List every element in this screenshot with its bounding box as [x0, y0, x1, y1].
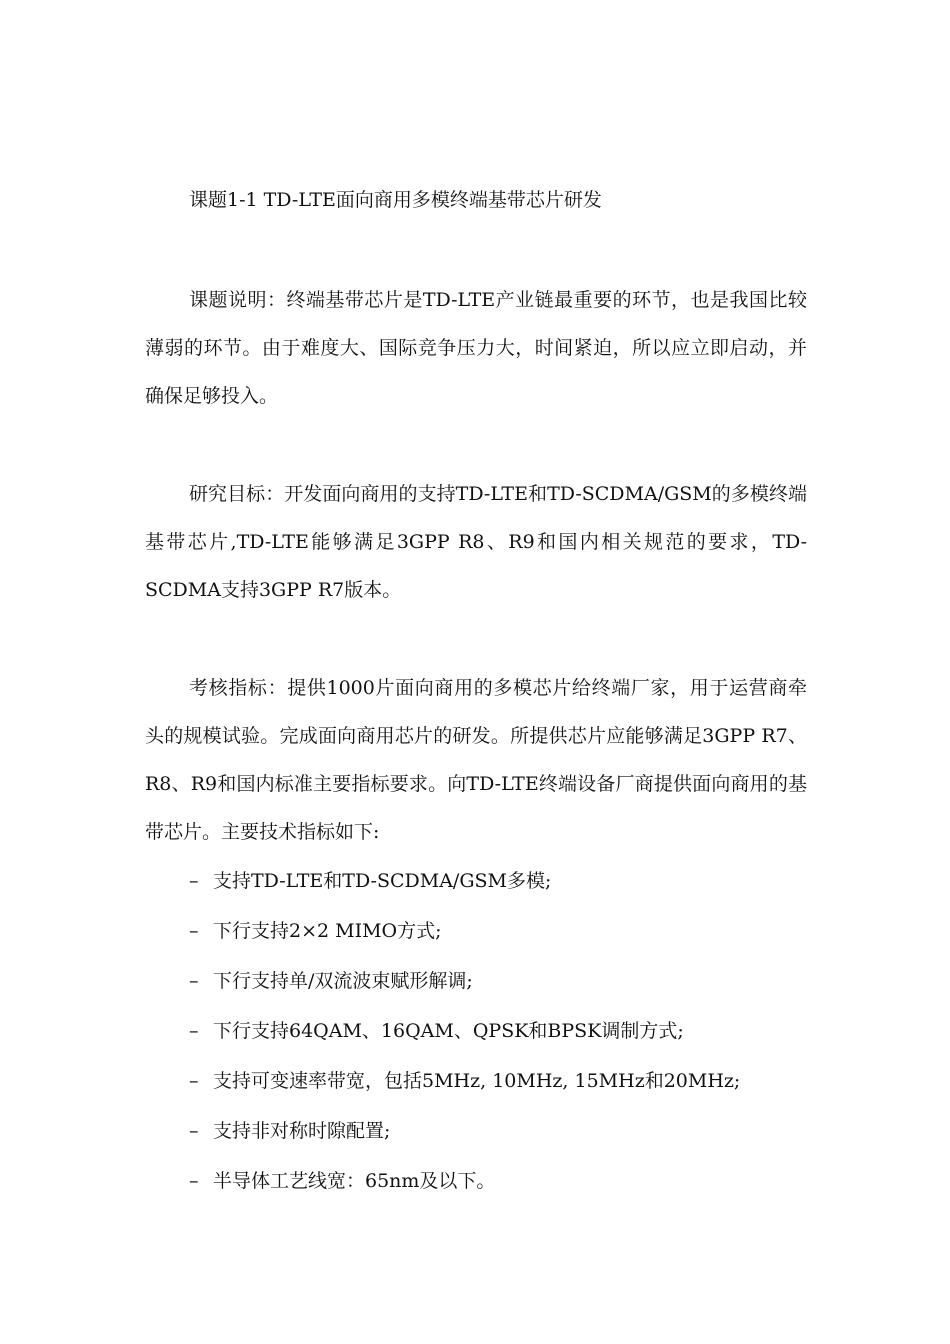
list-item-text: 下行支持单/双流波束赋形解调; [213, 970, 473, 992]
indicator-list [145, 856, 807, 1206]
paragraph-assessment-indicators: 考核指标：提供1000片面向商用的多模芯片给终端厂家，用于运营商牵头的规模试验。完成面向商用芯片的研发。所提供芯片应能够满足3GPP R7、R8、R9和国内标准主要指标要求。向TD-LTE终端设备厂商提供面向商用的基带芯片。主要技术指标如下: [145, 677, 807, 843]
list-item-text: 支持非对称时隙配置; [213, 1120, 391, 1142]
bullet-dash: – [189, 1020, 199, 1042]
list-item [145, 1006, 807, 1056]
bullet-dash: – [189, 870, 199, 892]
list-item-text: 下行支持64QAM、16QAM、QPSK和BPSK调制方式; [213, 1020, 684, 1042]
spacer [145, 420, 807, 470]
list-item [145, 956, 807, 1006]
bullet-dash: – [189, 920, 199, 942]
document-body [145, 180, 807, 1206]
document-title: 课题1-1 TD-LTE面向商用多模终端基带芯片研发 [189, 189, 602, 211]
list-item-text: 半导体工艺线宽：65nm及以下。 [213, 1170, 496, 1192]
list-item [145, 856, 807, 906]
bullet-dash: – [189, 1070, 199, 1092]
spacer [145, 220, 807, 276]
list-item [145, 1106, 807, 1156]
paragraph-description: 课题说明：终端基带芯片是TD-LTE产业链最重要的环节，也是我国比较薄弱的环节。由于难度大、国际竞争压力大，时间紧迫，所以应立即启动，并确保足够投入。 [145, 289, 807, 407]
list-item-text: 下行支持2×2 MIMO方式; [213, 920, 442, 942]
list-item [145, 906, 807, 956]
list-item-text: 支持可变速率带宽，包括5MHz, 10MHz, 15MHz和20MHz; [213, 1070, 741, 1092]
paragraph-research-goal: 研究目标：开发面向商用的支持TD-LTE和TD-SCDMA/GSM的多模终端基带芯片,TD-LTE能够满足3GPP R8、R9和国内相关规范的要求，TD-SCDMA支持3GPP R7版本。 [145, 483, 807, 601]
bullet-dash: – [189, 1170, 199, 1192]
spacer [145, 614, 807, 664]
list-item [145, 1056, 807, 1106]
bullet-dash: – [189, 970, 199, 992]
bullet-dash: – [189, 1120, 199, 1142]
list-item-text: 支持TD-LTE和TD-SCDMA/GSM多模; [213, 870, 552, 892]
list-item [145, 1156, 807, 1206]
